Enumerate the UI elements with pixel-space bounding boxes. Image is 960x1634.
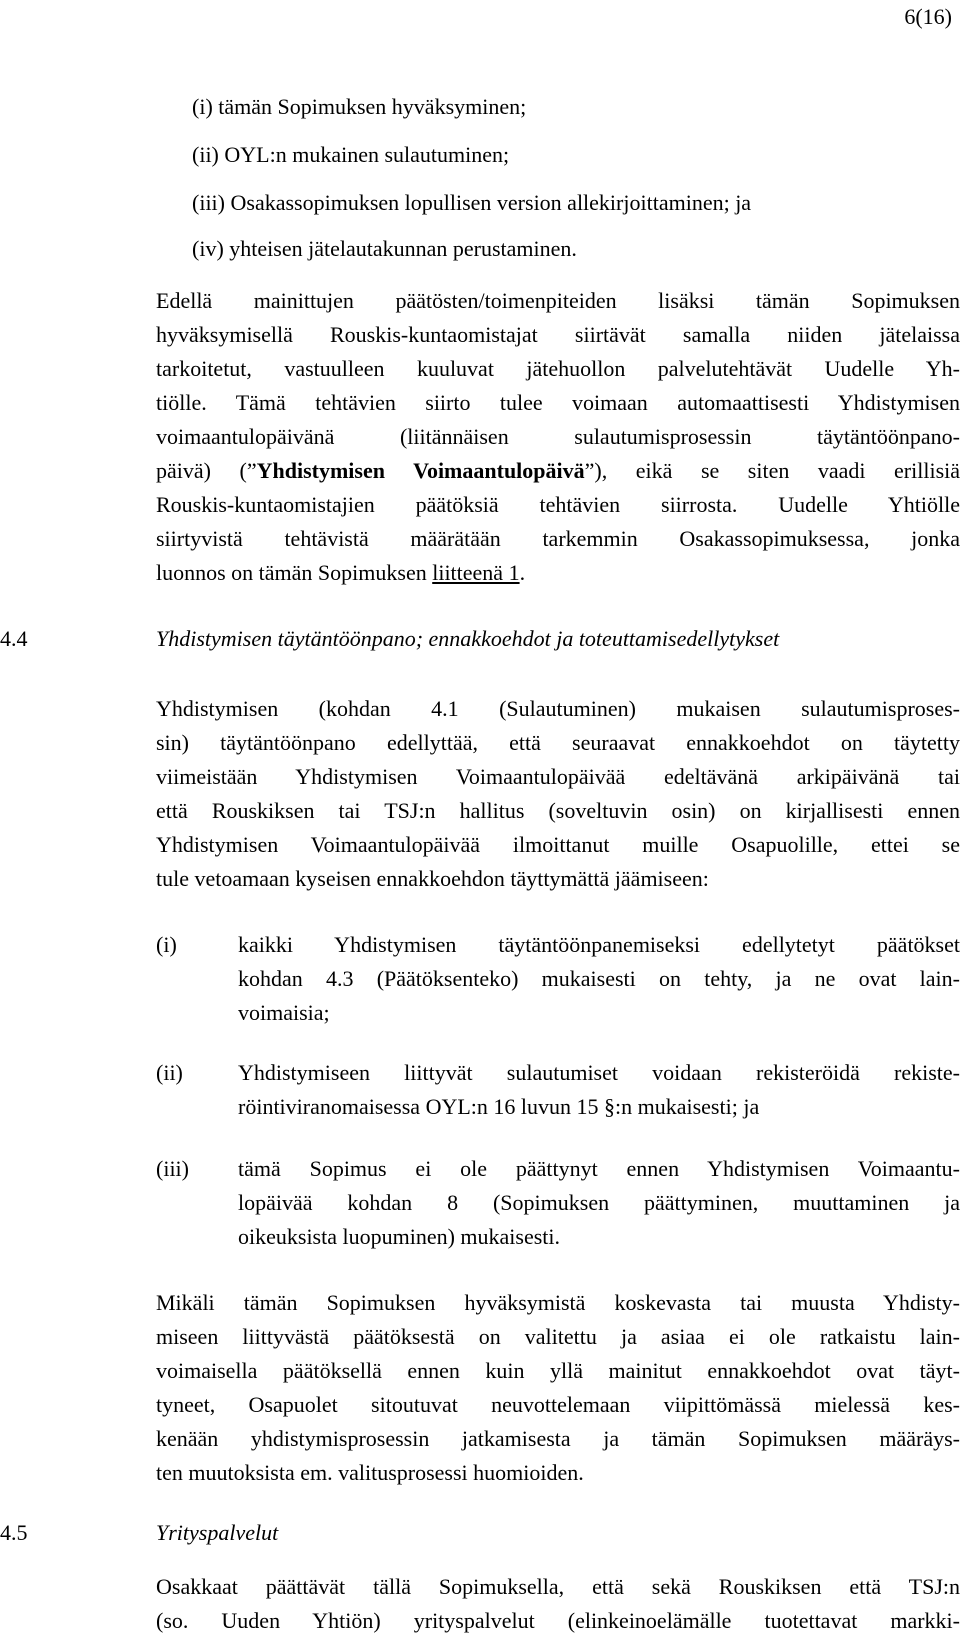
paragraph-line: hyväksymisellä Rouskis-kuntaomistajat siirtävät samalla niiden jätelaissa [156,322,960,347]
appendix-reference: liitteenä 1 [432,560,520,585]
page-number: 6(16) [904,4,952,29]
paragraph-line: ten muutoksista em. valitusprosessi huomioiden. [156,1460,584,1485]
condition-line: lopäivää kohdan 8 (Sopimuksen päättyminen, muuttaminen ja [238,1190,960,1215]
paragraph-line-defined-term [156,458,960,484]
section-title: Yrityspalvelut [156,1520,279,1545]
paragraph-line: tiölle. Tämä tehtävien siirto tulee voimaan automaattisesti Yhdistymisen [156,390,960,415]
paragraph-line: tarkoitetut, vastuulleen kuuluvat jätehuollon palvelutehtävät Uudelle Yh- [156,356,960,381]
intro-list-item: (iv) yhteisen jätelautakunnan perustaminen. [192,236,577,261]
section-number: 4.5 [0,1520,28,1545]
paragraph-line: voimaisella päätöksellä ennen kuin yllä mainitut ennakkoehdot ovat täyt- [156,1358,960,1383]
text-span: päivä) (” [156,458,257,483]
paragraph-line: Edellä mainittujen päätösten/toimenpiteiden lisäksi tämän Sopimuksen [156,288,960,313]
condition-line: voimaisia; [238,1000,330,1025]
paragraph-line: tule vetoamaan kyseisen ennakkoehdon täyttymättä jäämiseen: [156,866,709,891]
condition-line: kohdan 4.3 (Päätöksenteko) mukaisesti on tehty, ja ne ovat lain- [238,966,960,991]
paragraph-line: sin) täytäntöönpano edellyttää, että seuraavat ennakkoehdot on täytetty [156,730,960,755]
paragraph-line: että Rouskiksen tai TSJ:n hallitus (soveltuvin osin) on kirjallisesti ennen [156,798,960,823]
text-span: . [519,560,526,585]
paragraph-line: viimeistään Yhdistymisen Voimaantulopäivää edeltävänä arkipäivänä tai [156,764,960,789]
condition-line: tämä Sopimus ei ole päättynyt ennen Yhdistymisen Voimaantu- [238,1156,960,1181]
condition-marker: (i) [156,932,177,957]
intro-list-item: (i) tämän Sopimuksen hyväksyminen; [192,94,527,119]
intro-list-item: (ii) OYL:n mukainen sulautuminen; [192,142,510,167]
paragraph-line: tyneet, Osapuolet sitoutuvat neuvottelemaan viipittömässä mielessä kes- [156,1392,960,1417]
text-span: luonnos on tämän Sopimuksen [156,560,433,585]
paragraph-line: Yhdistymisen Voimaantulopäivää ilmoittanut muille Osapuolille, ettei se [156,832,960,857]
paragraph-line: kenään yhdistymisprosessin jatkamisesta ja tämän Sopimuksen määräys- [156,1426,960,1451]
condition-line: Yhdistymiseen liittyvät sulautumiset voidaan rekisteröidä rekiste- [238,1060,960,1085]
paragraph-line: voimaantulopäivänä (liitännäisen sulautumisprosessin täytäntöönpano- [156,424,960,449]
condition-line: röintiviranomaisessa OYL:n 16 luvun 15 §:n mukaisesti; ja [238,1094,760,1119]
section-title: Yhdistymisen täytäntöönpano; ennakkoehdot ja toteuttamisedellytykset [156,626,780,651]
condition-line: oikeuksista luopuminen) mukaisesti. [238,1224,561,1249]
paragraph-line: miseen liittyvästä päätöksestä on valitettu ja asiaa ei ole ratkaistu lain- [156,1324,960,1349]
text-span: ”), eikä se siten vaadi erillisiä [584,458,960,483]
condition-line: kaikki Yhdistymisen täytäntöönpanemiseksi edellytetyt päätökset [238,932,960,957]
condition-marker: (ii) [156,1060,183,1085]
intro-list-item: (iii) Osakassopimuksen lopullisen version allekirjoittaminen; ja [192,190,752,215]
paragraph-line: Rouskis-kuntaomistajien päätöksiä tehtävien siirrosta. Uudelle Yhtiölle [156,492,960,517]
paragraph-line: siirtyvistä tehtävistä määrätään tarkemmin Osakassopimuksessa, jonka [156,526,960,551]
defined-term: Yhdistymisen Voimaantulopäivä [256,458,585,483]
paragraph-line: (so. Uuden Yhtiön) yrityspalvelut (elinkeinoelämälle tuotettavat markki- [156,1608,960,1633]
paragraph-line: Yhdistymisen (kohdan 4.1 (Sulautuminen) mukaisen sulautumisproses- [156,696,960,721]
condition-marker: (iii) [156,1156,189,1181]
paragraph-line-last [156,560,525,586]
section-number: 4.4 [0,626,28,651]
paragraph-line: Mikäli tämän Sopimuksen hyväksymistä koskevasta tai muusta Yhdisty- [156,1290,960,1315]
paragraph-line: Osakkaat päättävät tällä Sopimuksella, että sekä Rouskiksen että TSJ:n [156,1574,960,1599]
